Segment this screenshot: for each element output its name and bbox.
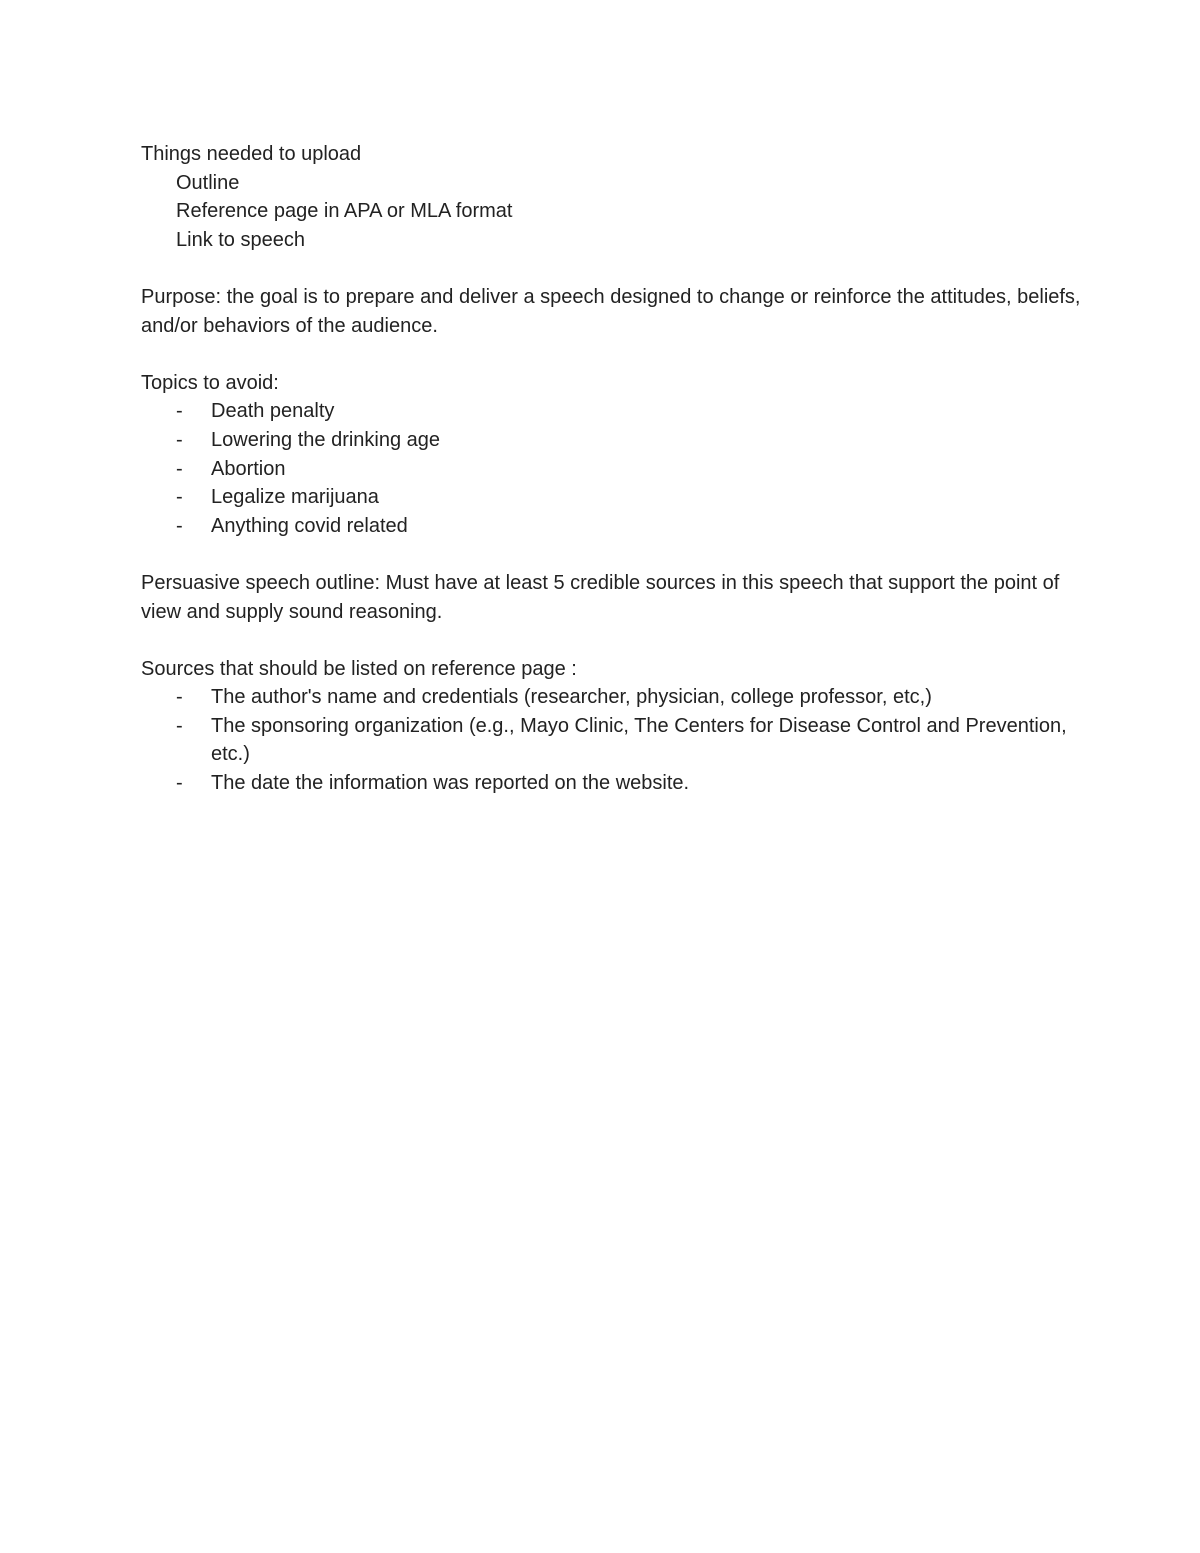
topics-section [141, 369, 1081, 541]
list-item: - The sponsoring organization (e.g., Mayo Clinic, The Centers for Disease Control and Prevention, etc.) [141, 712, 1081, 769]
document-body [141, 140, 1081, 798]
upload-heading: Things needed to upload [141, 143, 362, 165]
sources-heading: Sources that should be listed on reference page : [141, 657, 577, 680]
dash-bullet: - [176, 714, 183, 737]
upload-item-outline: Outline [176, 171, 240, 194]
spacer [141, 540, 1081, 569]
dash-bullet: - [176, 772, 183, 795]
spacer [141, 254, 1081, 283]
topics-heading: Topics to avoid: [141, 371, 279, 394]
spacer [141, 340, 1081, 369]
upload-item-reference-page: Reference page in APA or MLA format [176, 200, 513, 223]
dash-bullet: - [176, 457, 183, 480]
list-item: - Abortion [141, 455, 1081, 484]
upload-item-link: Link to speech [176, 228, 305, 251]
spacer [141, 626, 1081, 655]
dash-bullet: - [176, 486, 183, 509]
outline-paragraph: Persuasive speech outline: Must have at least 5 credible sources in this speech that support the point of view and supply sound reasoning. [141, 571, 1060, 623]
purpose-paragraph: Purpose: the goal is to prepare and deliver a speech designed to change or reinforce the attitudes, beliefs, and/or behaviors of the audience. [141, 285, 1081, 337]
upload-section [141, 140, 1081, 254]
list-item: - Lowering the drinking age [141, 426, 1081, 455]
dash-bullet: - [176, 514, 183, 537]
list-item: - Death penalty [141, 397, 1081, 426]
topics-list [141, 397, 1081, 540]
sources-list [141, 683, 1081, 797]
list-item: - Anything covid related [141, 512, 1081, 541]
dash-bullet: - [176, 686, 183, 709]
dash-bullet: - [176, 428, 183, 451]
list-item: - Legalize marijuana [141, 483, 1081, 512]
sources-section [141, 655, 1081, 798]
list-item: - The author's name and credentials (researcher, physician, college professor, etc,) [141, 683, 1081, 712]
list-item: - The date the information was reported on the website. [141, 769, 1081, 798]
dash-bullet: - [176, 400, 183, 423]
